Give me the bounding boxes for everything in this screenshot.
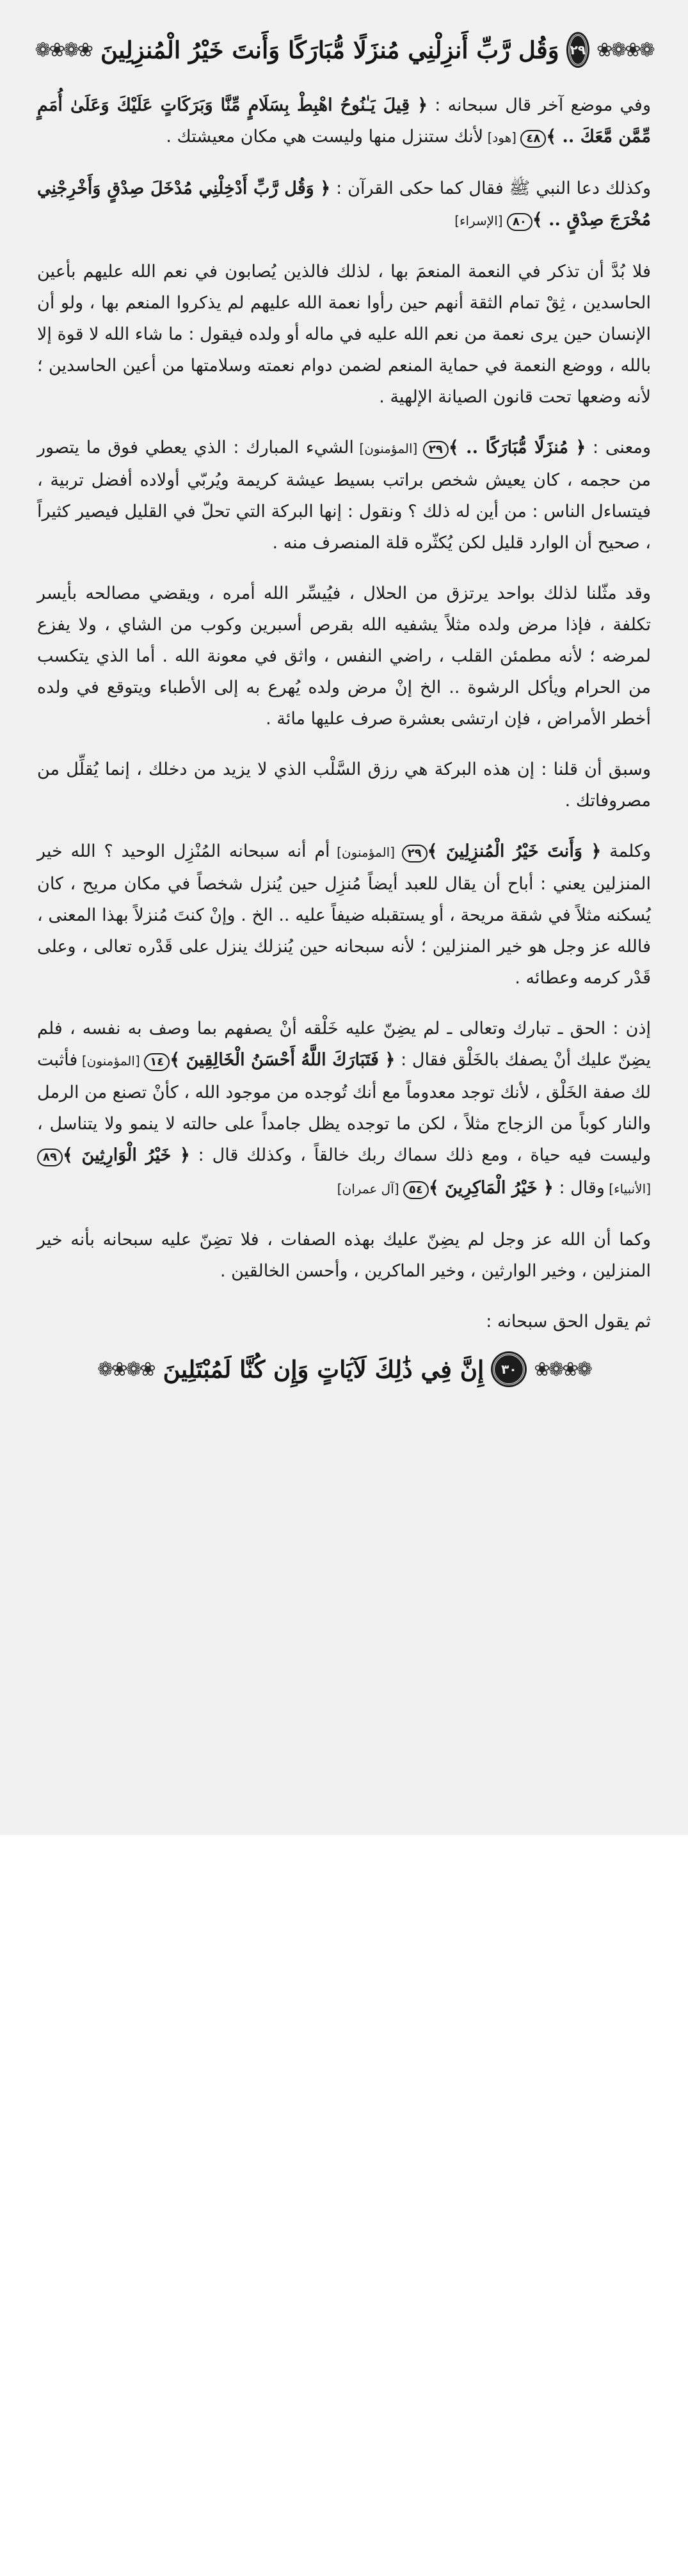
quran-quote: ﴿ وَأَنتَ خَيْرُ الْمُنزِلِينَ ﴾ xyxy=(427,841,602,861)
quran-quote: ﴿ وَقُل رَّبِّ أَدْخِلْنِي مُدْخَلَ صِدْقٍ وَأَخْرِجْنِي مُخْرَجَ صِدْقٍ .. ﴾ xyxy=(37,179,651,230)
paragraph-text: وقد مثّلنا لذلك بواحد يرتزق من الحلال ، فيُيسِّر الله أمره ، ويقضي مصالحه بأيسر تكلفة ، فإذا مرض ولده مثلاً يشفيه الله بقرص أسبرين وكوب من الشاي ، ولا يفزع لمرضه ؛ لأنه مطمئن القلب ، راضي النفس ، واثق في معونة الله . أما الذي يتكسب من الحرام ويأكل الرشوة .. الخ إنْ مرض ولده يُهرع به إلى الأطباء ويتوقع في ولده أخطر الأمراض ، فإن ارتشى بعشرة صرف عليها مائة . xyxy=(37,584,651,729)
paragraph-text: وكلمة xyxy=(601,841,652,861)
quran-quote: ﴿ مُنزَلًا مُّبَارَكًا .. ﴾ xyxy=(448,438,586,457)
paragraph xyxy=(37,1301,651,1341)
paragraph-text: الشيء المبارك : الذي يعطي فوق ما يتصور من حجمه ، كان يعيش شخص براتب بسيط عيشة كريمة ويُربّي أولاده أفضل تربية ، فيتساءل الناس : من أين له ذلك ؟ ونقول : إنها البركة التي تحلّ في القليل فيصير كثيراً ، صحيح أن الوارد قليل لكن يُكثّره قلة المنصرف منه . xyxy=(37,438,651,553)
surah-reference: [آل عمران] xyxy=(337,1181,403,1197)
paragraph-text: إذن : الحق ـ تبارك وتعالى ـ لم يضِنّ عليه خَلْقه أنْ يصفهم بما وصف به نفسه ، فلم يضِنّ عليك أنْ يصفك بالخَلْق فقال : xyxy=(37,1019,651,1070)
surah-reference: [المؤمنون] xyxy=(330,845,402,860)
paragraph xyxy=(37,831,651,1008)
verse-number-medallion: ٢٩ xyxy=(568,34,588,66)
quran-quote: ﴿ خَيْرُ الْمَاكِرِينَ ﴾ xyxy=(428,1178,554,1198)
paragraph xyxy=(37,251,651,427)
paragraph xyxy=(37,427,651,573)
ayah-number-badge: ٢٩ xyxy=(423,441,449,459)
ayah-number-badge: ٨٩ xyxy=(37,1149,63,1166)
footer-verse-banner xyxy=(37,1346,651,1392)
quran-quote: ﴿ خَيْرُ الْوَارِثِينَ ﴾ xyxy=(62,1145,190,1165)
paragraph-text: فلا بُدَّ أن تذكر في النعمة المنعمَ بها ، لذلك فالذين يُصابون في نعم الله عليهم بأعين الحاسدين ، ثِقْ تمام الثقة أنهم حين رأوا نعمة الله عليهم لم يذكروا المنعم بها ، ولو أن الإنسان حين يرى نعمة من نعم الله عليه في ماله أو ولده فيقول : ما شاء الله لا قوة إلا بالله ، ووضع النعمة في حماية المنعم لضمن دوام نعمته وسلامتها من أعين الحاسدين ؛ لأنه وضعها تحت قانون الصيانة الإلهية . xyxy=(37,262,651,407)
paragraph-text: وسبق أن قلنا : إن هذه البركة هي رزق السَّلْب الذي لا يزيد من دخلك ، إنما يُقلِّل من مصروفاتك . xyxy=(37,759,651,811)
paragraph-text: وكذلك دعا النبي ﷺ فقال كما حكى القرآن : xyxy=(330,179,651,198)
surah-reference: [المؤمنون] xyxy=(77,1053,145,1069)
paragraph xyxy=(37,749,651,831)
quran-quote: ﴿ قِيلَ يَـٰنُوحُ اهْبِطْ بِسَلَامٍ مِّنَّا وَبَرَكَاتٍ عَلَيْكَ وَعَلَىٰ أُمَمٍ مِّمَّن مَّعَكَ .. ﴾ xyxy=(37,95,651,147)
left-ornament-icon: ❁❀❁❀ xyxy=(596,38,653,61)
right-ornament-icon: ❀❁❀❁ xyxy=(97,1358,154,1381)
surah-reference: [المؤمنون] xyxy=(353,441,423,456)
paragraph-text: ومعنى : xyxy=(586,438,651,457)
ayah-number-badge: ٨٠ xyxy=(507,213,532,231)
surah-reference: [الإسراء] xyxy=(454,213,507,228)
verse-number-medallion: ٣٠ xyxy=(493,1353,525,1385)
left-ornament-icon: ❁❀❁❀ xyxy=(534,1358,591,1381)
ayah-number-badge: ٢٩ xyxy=(402,845,428,863)
right-ornament-icon: ❀❁❀❁ xyxy=(35,38,92,61)
surah-reference: [هود] xyxy=(483,130,521,145)
commentary-body xyxy=(37,73,651,1341)
paragraph-text: ثم يقول الحق سبحانه : xyxy=(486,1312,651,1332)
header-verse-text: وَقُل رَّبِّ أَنزِلْنِي مُنزَلًا مُّبَارَكًا وَأَنتَ خَيْرُ الْمُنزِلِينَ xyxy=(100,36,559,64)
ayah-number-badge: ٥٤ xyxy=(403,1181,429,1199)
paragraph xyxy=(37,1008,651,1219)
paragraph-text: وقال : xyxy=(553,1178,605,1198)
paragraph-text: لأنك ستنزل منها وليست هي مكان معيشتك . xyxy=(166,127,484,147)
paragraph xyxy=(37,168,651,251)
quran-quote: ﴿ فَتَبَارَكَ اللَّهُ أَحْسَنُ الْخَالِقِينَ ﴾ xyxy=(170,1050,396,1070)
paragraph-text: أم أنه سبحانه المُنْزِل الوحيد ؟ الله خير المنزلين يعني : أباح أن يقال للعبد أيضاً مُنزِل حين يُنزل شخصاً في مكان مريح ، كان يُسكنه مثلاً في شقة مريحة ، أو يستقبله ضيفاً عليه .. الخ . وإنْ كنتَ مُنزلاً بهذا المعنى ، فالله عز وجل هو خير المنزلين ؛ لأنه سبحانه حين يُنزلك ينزل على قَدْره تعالى ، وعلى قَدْر كرمه وعطائه . xyxy=(37,841,651,988)
header-verse-banner xyxy=(37,27,651,73)
ayah-number-badge: ١٤ xyxy=(144,1053,170,1071)
surah-reference: [الأنبياء] xyxy=(604,1181,651,1197)
paragraph xyxy=(37,1219,651,1301)
footer-verse-text: إِنَّ فِي ذَٰلِكَ لَآيَاتٍ وَإِن كُنَّا لَمُبْتَلِينَ xyxy=(163,1355,484,1383)
paragraph-text: وفي موضع آخر قال سبحانه : xyxy=(428,95,651,115)
paragraph xyxy=(37,73,651,168)
paragraph-text: فأثبت لك صفة الخَلْق ، لأنك توجد معدوماً مع أنك تُوجده من موجود الله ، كأنْ تصنع من الرمل والنار كوباً من الزجاج مثلاً ، لكن ما توجده يظل جامداً على حالته لا ينمو ولا يتناسل ، وليست فيه حياة ، ومع ذلك سماك ربك خالقاً ، وكذلك قال : xyxy=(37,1050,651,1165)
paragraph xyxy=(37,573,651,749)
paragraph-text: وكما أن الله عز وجل لم يضِنّ عليك بهذه الصفات ، فلا تضِنّ عليه سبحانه بأنه خير المنزلين ، وخير الوارثين ، وخير الماكرين ، وأحسن الخالقين . xyxy=(37,1230,651,1281)
ayah-number-badge: ٤٨ xyxy=(520,130,546,148)
